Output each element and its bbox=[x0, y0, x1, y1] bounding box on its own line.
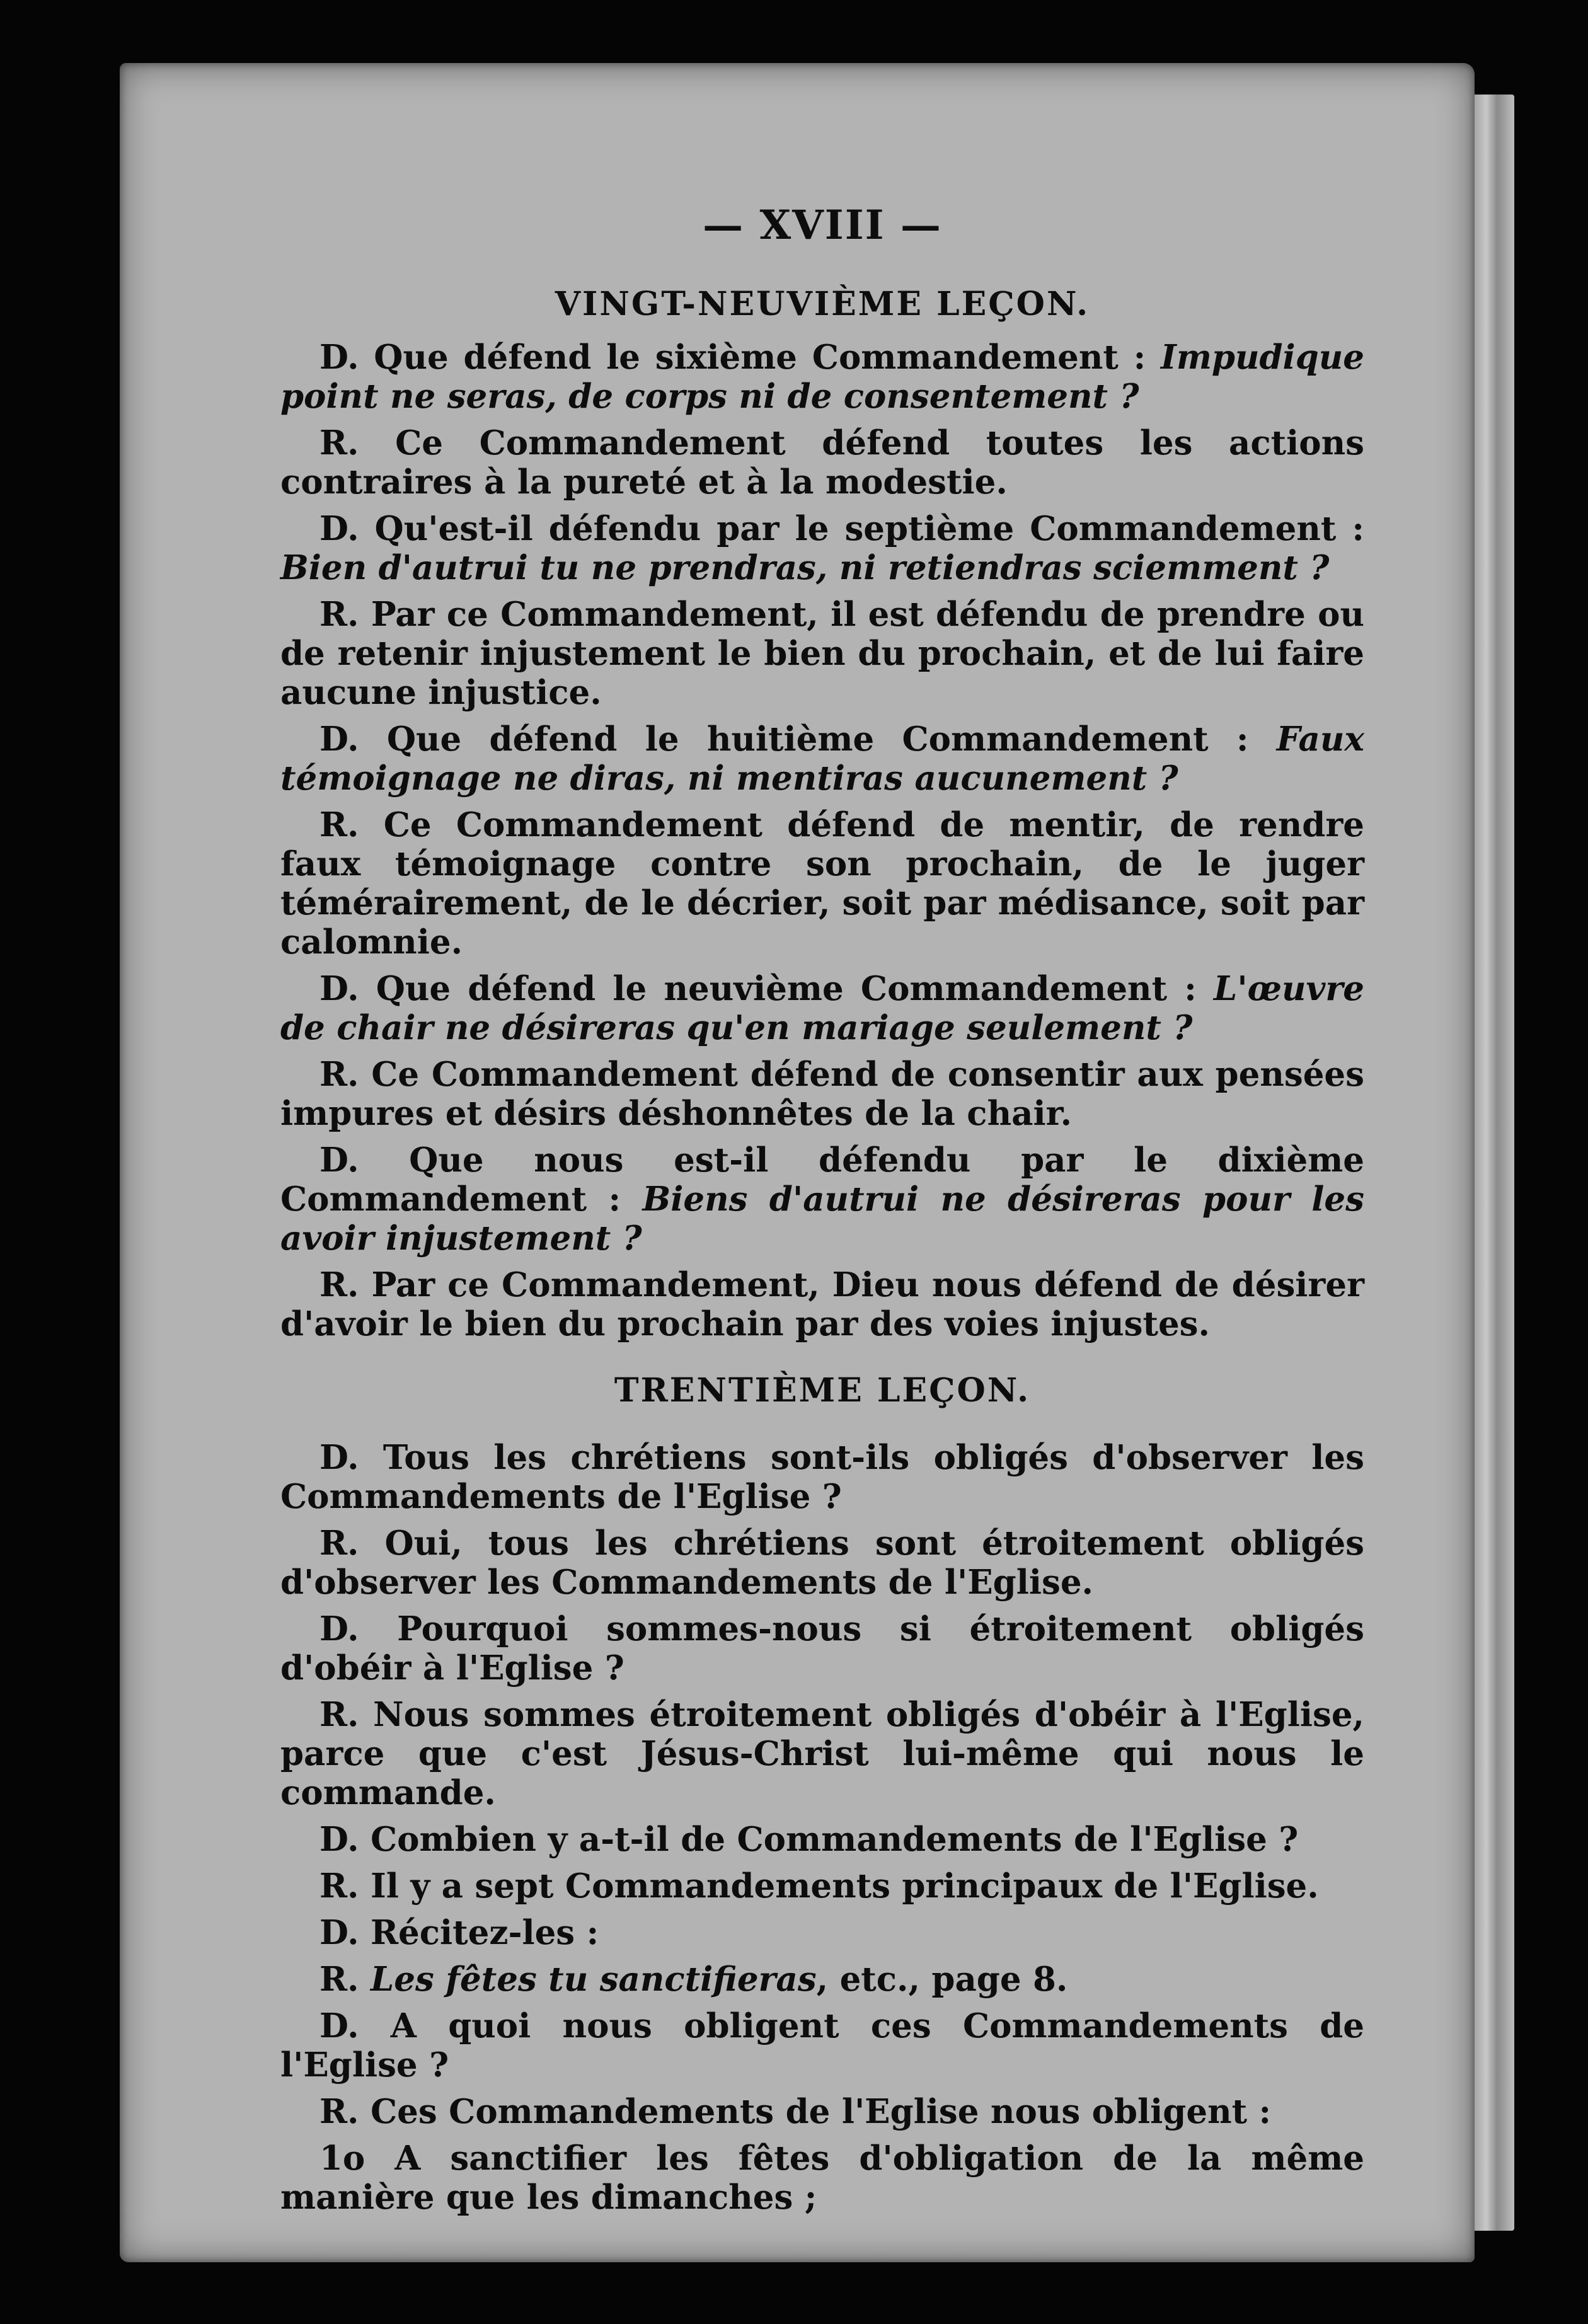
question-paragraph bbox=[280, 338, 1364, 416]
paragraph-text: R. Ces Commandements de l'Eglise nous obligent : bbox=[319, 2092, 1272, 2131]
question-paragraph bbox=[280, 509, 1364, 587]
paragraph-text: D. Que nous est-il défendu par le dixième Commandement : bbox=[280, 1141, 1364, 1219]
answer-paragraph bbox=[280, 595, 1364, 712]
answer-paragraph bbox=[280, 2092, 1364, 2131]
paragraph-text: R. bbox=[319, 1960, 371, 1999]
paragraph-text: D. Tous les chrétiens sont-ils obligés d'observer les Commandements de l'Eglise ? bbox=[280, 1438, 1364, 1516]
list-item bbox=[280, 2139, 1364, 2217]
paragraph-text: R. Ce Commandement défend de consentir aux pensées impures et désirs déshonnêtes de la chair. bbox=[280, 1055, 1364, 1133]
paragraph-text: R. Ce Commandement défend de mentir, de rendre faux témoignage contre son prochain, de le juger témérairement, de le décrier, soit par médisance, soit par calomnie. bbox=[280, 805, 1364, 962]
lesson-29-body bbox=[280, 338, 1364, 1343]
question-paragraph bbox=[280, 1438, 1364, 1516]
question-paragraph bbox=[280, 1609, 1364, 1688]
page-text bbox=[280, 200, 1364, 2224]
answer-paragraph bbox=[280, 1055, 1364, 1133]
commandment-quote: Bien d'autrui tu ne prendras, ni retiendras sciemment ? bbox=[280, 548, 1330, 587]
commandment-quote: L'œuvre de chair ne désireras qu'en mariage seulement ? bbox=[280, 969, 1364, 1047]
paragraph-text: R. Il y a sept Commandements principaux de l'Eglise. bbox=[319, 1867, 1319, 1906]
paragraph-tail: , etc., page 8. bbox=[816, 1960, 1068, 1999]
commandment-quote: Faux témoignage ne diras, ni mentiras aucunement ? bbox=[280, 720, 1364, 798]
paragraph-text: R. Ce Commandement défend toutes les actions contraires à la pureté et à la modestie. bbox=[280, 423, 1364, 502]
paragraph-text: D. Combien y a-t-il de Commandements de l'Eglise ? bbox=[319, 1820, 1299, 1859]
lesson-29-title: VINGT-NEUVIÈME LEÇON. bbox=[555, 285, 1090, 323]
paragraph-text: R. Oui, tous les chrétiens sont étroitement obligés d'observer les Commandements de l'Eglise. bbox=[280, 1524, 1364, 1602]
answer-paragraph bbox=[280, 1524, 1364, 1602]
lesson-30-body bbox=[280, 1438, 1364, 2217]
paragraph-text: D. Récitez-les : bbox=[319, 1913, 599, 1952]
paragraph-text: D. Que défend le neuvième Commandement : bbox=[319, 969, 1214, 1008]
page-edge bbox=[1471, 95, 1514, 2231]
paragraph-text: 1o A sanctifier les fêtes d'obligation de la même manière que les dimanches ; bbox=[280, 2139, 1364, 2217]
answer-paragraph bbox=[280, 1695, 1364, 1812]
paragraph-text: R. Nous sommes étroitement obligés d'obéir à l'Eglise, parce que c'est Jésus-Christ lui-même qui nous le commande. bbox=[280, 1695, 1364, 1812]
question-paragraph bbox=[280, 969, 1364, 1047]
question-paragraph bbox=[280, 1913, 1364, 1952]
answer-paragraph bbox=[280, 1867, 1364, 1906]
answer-paragraph bbox=[280, 1960, 1364, 1999]
page-number: — XVIII — bbox=[703, 202, 942, 249]
question-paragraph bbox=[280, 720, 1364, 798]
answer-paragraph bbox=[280, 423, 1364, 502]
paragraph-text: R. Par ce Commandement, Dieu nous défend de désirer d'avoir le bien du prochain par des voies injustes. bbox=[280, 1265, 1364, 1343]
paragraph-text: D. Que défend le huitième Commandement : bbox=[319, 720, 1277, 759]
commandment-quote: Les fêtes tu sanctifieras bbox=[370, 1960, 817, 1999]
commandment-quote: Impudique point ne seras, de corps ni de consentement ? bbox=[280, 338, 1364, 416]
commandment-quote: Biens d'autrui ne désireras pour les avoir injustement ? bbox=[280, 1180, 1364, 1258]
question-paragraph bbox=[280, 2006, 1364, 2085]
lesson-30-title: TRENTIÈME LEÇON. bbox=[614, 1371, 1031, 1410]
paragraph-text: R. Par ce Commandement, il est défendu de prendre ou de retenir injustement le bien du prochain, et de lui faire aucune injustice. bbox=[280, 595, 1364, 712]
paragraph-text: D. Qu'est-il défendu par le septième Commandement : bbox=[319, 509, 1364, 548]
question-paragraph bbox=[280, 1820, 1364, 1859]
answer-paragraph bbox=[280, 805, 1364, 962]
answer-paragraph bbox=[280, 1265, 1364, 1343]
paragraph-text: D. Pourquoi sommes-nous si étroitement obligés d'obéir à l'Eglise ? bbox=[280, 1609, 1364, 1688]
question-paragraph bbox=[280, 1141, 1364, 1258]
paragraph-text: D. Que défend le sixième Commandement : bbox=[319, 338, 1161, 377]
paragraph-text: D. A quoi nous obligent ces Commandements de l'Eglise ? bbox=[280, 2006, 1364, 2085]
